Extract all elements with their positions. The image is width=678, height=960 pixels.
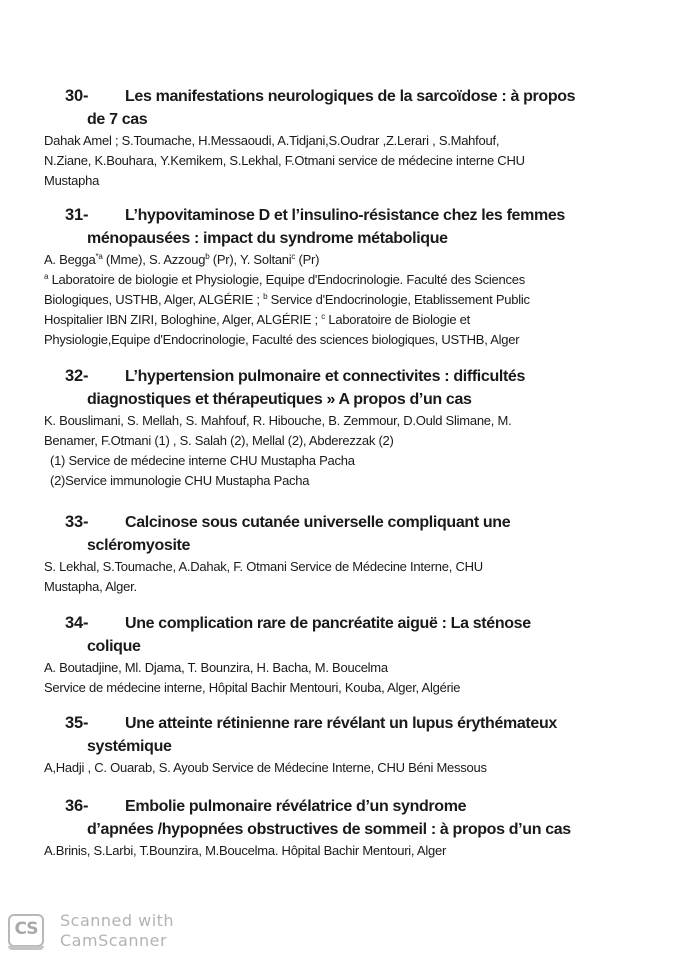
abstract-item-30: [0, 85, 678, 191]
affiliation-line: (1) Service de médecine interne CHU Mustapha Pacha: [50, 453, 355, 468]
item-number: 35-: [65, 714, 89, 732]
item-title: Calcinose sous cutanée universelle compliquant une: [125, 514, 511, 531]
author-line: K. Bouslimani, S. Mellah, S. Mahfouf, R. Hibouche, B. Zemmour, D.Ould Slimane, M.: [44, 413, 512, 428]
item-title-continued: scléromyosite: [87, 537, 191, 554]
item-number: 34-: [65, 614, 89, 632]
affiliation-line: $^a$ Laboratoire de biologie et Physiologie, Equipe d'Endocrinologie. Faculté des Sciences: [44, 272, 525, 287]
author-line: Benamer, F.Otmani (1) , S. Salah (2), Mellal (2), Abderezzak (2): [44, 433, 394, 448]
item-title: Une atteinte rétinienne rare révélant un lupus érythémateux: [125, 715, 557, 732]
camscanner-logo-icon: CS: [8, 914, 44, 947]
author-line: A.Brinis, S.Larbi, T.Bounzira, M.Boucelma. Hôpital Bachir Mentouri, Alger: [44, 843, 447, 858]
item-title: Une complication rare de pancréatite aiguë : La sténose: [125, 615, 531, 632]
affiliation-line: Service de médecine interne, Hôpital Bachir Mentouri, Kouba, Alger, Algérie: [44, 680, 461, 695]
author-line: N.Ziane, K.Bouhara, Y.Kemikem, S.Lekhal, F.Otmani service de médecine interne CHU: [44, 153, 525, 168]
abstract-item-31: [0, 204, 678, 350]
abstract-item-36: [0, 795, 678, 861]
item-title: Les manifestations neurologiques de la sarcoïdose : à propos: [125, 88, 576, 105]
author-line: A,Hadji , C. Ouarab, S. Ayoub Service de Médecine Interne, CHU Béni Messous: [44, 760, 487, 775]
item-number: 31-: [65, 206, 89, 224]
item-title: L’hypovitaminose D et l’insulino-résistance chez les femmes: [125, 207, 565, 224]
item-title-continued: de 7 cas: [87, 111, 148, 128]
affiliation-line: (2)Service immunologie CHU Mustapha Pacha: [50, 473, 310, 488]
abstract-item-34: [0, 612, 678, 698]
item-title-continued: systémique: [87, 738, 172, 755]
author-line: Mustapha: [44, 173, 100, 188]
affiliation-line: Physiologie,Equipe d'Endocrinologie, Faculté des sciences biologiques, USTHB, Alger: [44, 332, 520, 347]
item-number: 32-: [65, 367, 89, 385]
item-title-continued: diagnostiques et thérapeutiques » A propos d’un cas: [87, 391, 472, 408]
item-title: L’hypertension pulmonaire et connectivites : difficultés: [125, 368, 526, 385]
camscanner-watermark: [8, 911, 228, 956]
item-title-continued: colique: [87, 638, 141, 655]
item-title-continued: d’apnées /hypopnées obstructives de sommeil : à propos d’un cas: [87, 821, 571, 838]
item-number: 36-: [65, 797, 89, 815]
abstract-item-33: [0, 511, 678, 597]
author-line: Mustapha, Alger.: [44, 579, 137, 594]
affiliation-line: Biologiques, USTHB, Alger, ALGÉRIE ; $^b$ Service d'Endocrinologie, Etablissement Public: [44, 292, 530, 307]
item-title: Embolie pulmonaire révélatrice d’un syndrome: [125, 798, 467, 815]
item-title-continued: ménopausées : impact du syndrome métabolique: [87, 230, 448, 247]
item-number: 30-: [65, 87, 89, 105]
abstract-item-32: [0, 365, 678, 491]
abstract-item-35: [0, 712, 678, 778]
author-line: A. Begga$^{*a}$ (Mme), S. Azzoug$^b$ (Pr), Y. Soltani$^c$ (Pr): [44, 252, 320, 267]
author-line: Dahak Amel ; S.Toumache, H.Messaoudi, A.Tidjani,S.Oudrar ,Z.Lerari , S.Mahfouf,: [44, 133, 500, 148]
author-line: S. Lekhal, S.Toumache, A.Dahak, F. Otmani Service de Médecine Interne, CHU: [44, 559, 483, 574]
item-number: 33-: [65, 513, 89, 531]
watermark-text: Scanned with CamScanner: [60, 911, 175, 950]
author-line: A. Boutadjine, Ml. Djama, T. Bounzira, H. Bacha, M. Boucelma: [44, 660, 388, 675]
affiliation-line: Hospitalier IBN ZIRI, Bologhine, Alger, ALGÉRIE ; $^c$ Laboratoire de Biologie et: [44, 312, 471, 327]
